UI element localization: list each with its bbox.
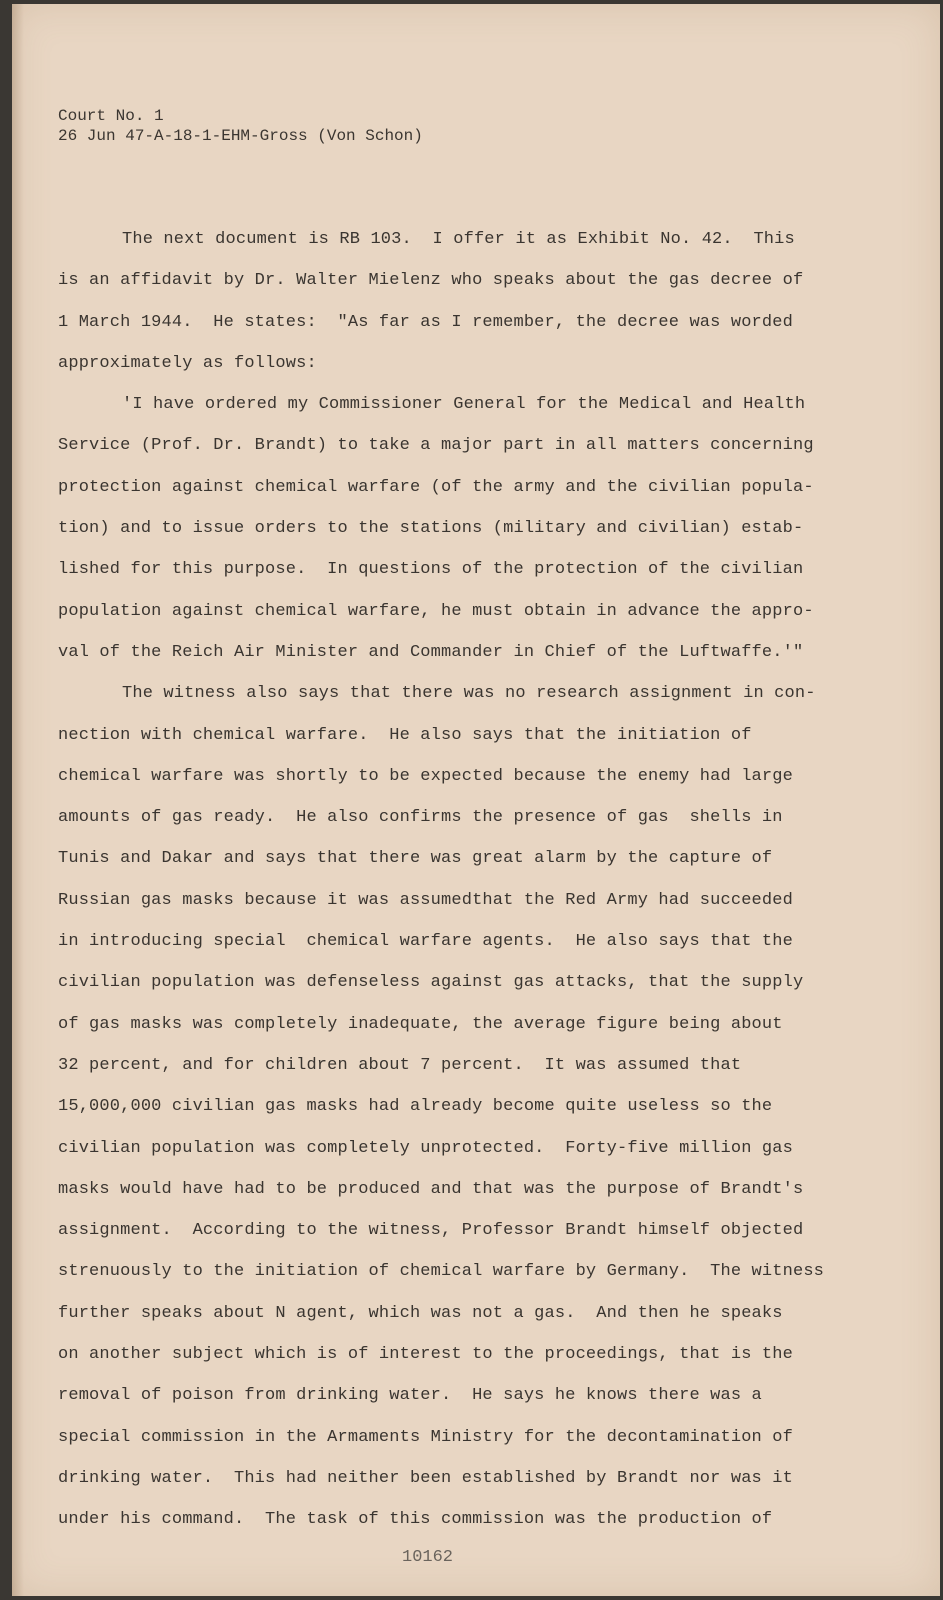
text-line: The witness also says that there was no research assignment in con- xyxy=(122,684,816,704)
text-line: population against chemical warfare, he must obtain in advance the appro- xyxy=(58,601,814,621)
text-line: protection against chemical warfare (of the army and the civilian popula- xyxy=(58,477,814,497)
text-line: lished for this purpose. In questions of the protection of the civilian xyxy=(58,560,804,580)
page-number: 10162 xyxy=(402,1548,454,1567)
text-line: removal of poison from drinking water. He says he knows there was a xyxy=(58,1386,762,1406)
court-number: Court No. 1 xyxy=(58,107,164,125)
text-line: masks would have had to be produced and that was the purpose of Brandt's xyxy=(58,1179,804,1199)
text-line: strenuously to the initiation of chemical warfare by Germany. The witness xyxy=(58,1262,825,1282)
transcript-reference: 26 Jun 47-A-18-1-EHM-Gross (Von Schon) xyxy=(58,127,423,145)
text-line: Service (Prof. Dr. Brandt) to take a major part in all matters concerning xyxy=(58,436,814,456)
text-line: drinking water. This had neither been established by Brandt nor was it xyxy=(58,1468,793,1488)
text-line: Tunis and Dakar and says that there was great alarm by the capture of xyxy=(58,849,773,869)
text-line: civilian population was completely unprotected. Forty-five million gas xyxy=(58,1138,793,1158)
text-line: chemical warfare was shortly to be expected because the enemy had large xyxy=(58,766,793,786)
text-line: Russian gas masks because it was assumedthat the Red Army had succeeded xyxy=(58,890,793,910)
text-line: 15,000,000 civilian gas masks had already become quite useless so the xyxy=(58,1097,773,1117)
text-line: special commission in the Armaments Ministry for the decontamination of xyxy=(58,1427,793,1447)
text-line: The next document is RB 103. I offer it as Exhibit No. 42. This xyxy=(122,230,795,249)
text-line: approximately as follows: xyxy=(58,353,317,373)
text-line: of gas masks was completely inadequate, the average figure being about xyxy=(58,1014,783,1034)
document-header xyxy=(58,106,423,146)
text-line: 1 March 1944. He states: "As far as I remember, the decree was worded xyxy=(58,312,793,332)
text-line: is an affidavit by Dr. Walter Mielenz who speaks about the gas decree of xyxy=(58,271,804,291)
document-body xyxy=(58,226,838,1548)
text-line: 'I have ordered my Commissioner General for the Medical and Health xyxy=(122,395,806,415)
document-page xyxy=(12,4,940,1596)
text-line: civilian population was defenseless against gas attacks, that the supply xyxy=(58,973,804,993)
text-line: on another subject which is of interest to the proceedings, that is the xyxy=(58,1345,793,1365)
text-line: val of the Reich Air Minister and Commander in Chief of the Luftwaffe.'" xyxy=(58,642,804,662)
text-line: under his command. The task of this commission was the production of xyxy=(58,1510,773,1530)
text-line: further speaks about N agent, which was not a gas. And then he speaks xyxy=(58,1303,783,1323)
text-line: amounts of gas ready. He also confirms the presence of gas shells in xyxy=(58,808,783,828)
text-line: in introducing special chemical warfare agents. He also says that the xyxy=(58,932,793,952)
text-line: tion) and to issue orders to the stations (military and civilian) estab- xyxy=(58,519,804,539)
text-line: nection with chemical warfare. He also says that the initiation of xyxy=(58,725,752,745)
text-line: assignment. According to the witness, Professor Brandt himself objected xyxy=(58,1221,804,1241)
text-line: 32 percent, and for children about 7 percent. It was assumed that xyxy=(58,1055,742,1075)
